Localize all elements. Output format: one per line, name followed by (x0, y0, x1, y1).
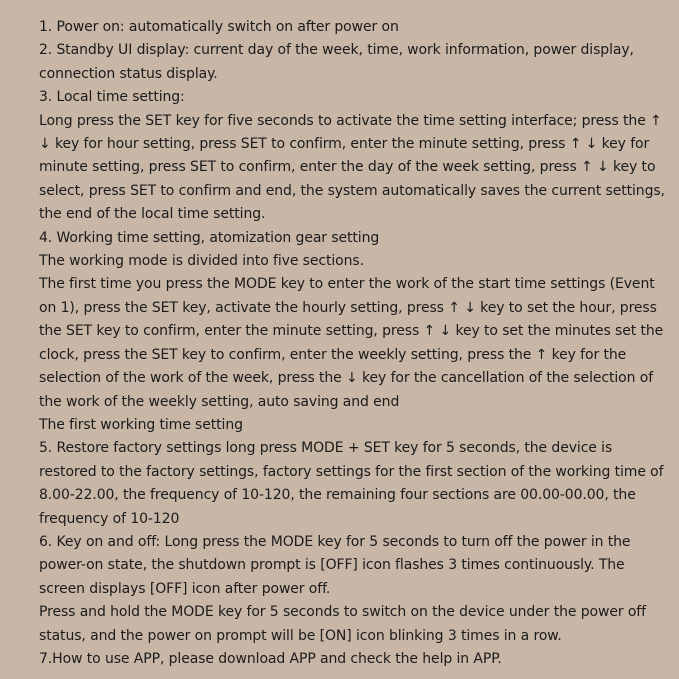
instruction-working-time-heading: 4. Working time setting, atomization gear setting (39, 229, 380, 246)
instruction-first-working-time: The first working time setting (39, 416, 243, 433)
instruction-working-time-steps: The first time you press the MODE key to enter the work of the start time settings (Event on 1), press the SET key, activate the hourly setting, press ↑ ↓ key to set the hour, press the SET key to confirm, enter the minute setting, press ↑ ↓ key to set the minutes set the clock, press the SET key to confirm, enter the weekly setting, press the ↑ key for the selection of the work of the week, press the ↓ key for the cancellation of the selection of the work of the weekly setting, auto saving and end (39, 276, 664, 410)
instruction-factory-reset: 5. Restore factory settings long press MODE + SET key for 5 seconds, the device is restored to the factory settings, factory settings for the first section of the working time of 8.00-22.00, the frequency of 10-120, the remaining four sections are 00.00-00.00, the frequency of 10-120 (39, 440, 664, 527)
instruction-text (39, 16, 665, 671)
instruction-working-mode-sections: The working mode is divided into five sections. (39, 253, 364, 270)
instruction-local-time-steps: Long press the SET key for five seconds to activate the time setting interface; press the ↑ ↓ key for hour setting, press SET to confirm, enter the minute setting, press ↑ ↓ key for minute setting, press SET to confirm, enter the day of the week setting, press ↑ ↓ key to select, press SET to confirm and end, the system automatically saves the current settings, the end of the local time setting. (39, 112, 665, 223)
instruction-standby-display: 2. Standby UI display: current day of the week, time, work information, power display, connection status display. (39, 42, 634, 82)
instruction-power-on-off-status: Press and hold the MODE key for 5 seconds to switch on the device under the power off status, and the power on prompt will be [ON] icon blinking 3 times in a row. (39, 604, 646, 644)
instruction-key-on-off: 6. Key on and off: Long press the MODE key for 5 seconds to turn off the power in the power-on state, the shutdown prompt is [OFF] icon flashes 3 times continuously. The screen displays [OFF] icon after power off. (39, 533, 631, 597)
instruction-power-on: 1. Power on: automatically switch on after power on (39, 19, 399, 35)
instruction-app-help: 7.How to use APP, please download APP and check the help in APP. (39, 650, 502, 667)
instruction-local-time-heading: 3. Local time setting: (39, 89, 185, 106)
